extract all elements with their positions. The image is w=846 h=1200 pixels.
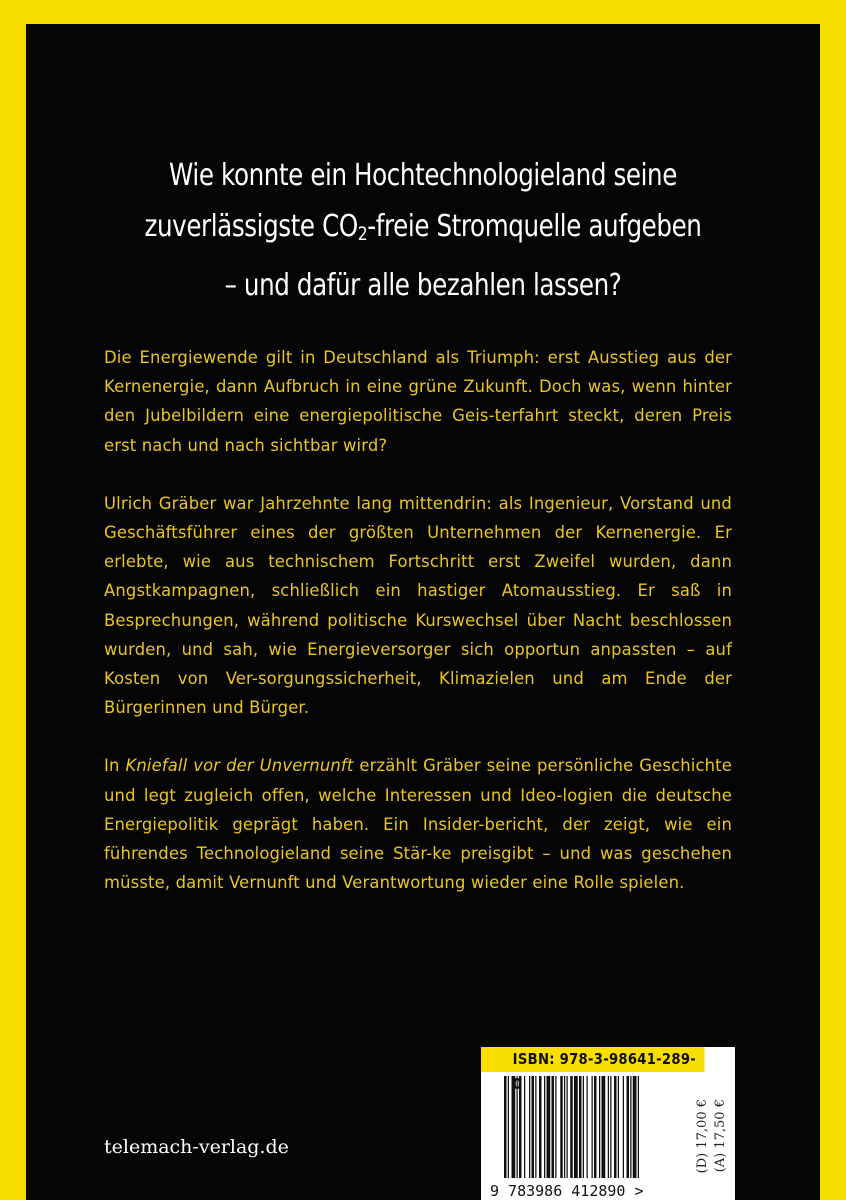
barcode-bar [555, 1076, 556, 1178]
price-germany-text: (D) 17,00 € [694, 1098, 710, 1174]
barcode-bar [519, 1076, 522, 1178]
barcode-bar [544, 1076, 545, 1178]
co2-subscript: 2 [357, 223, 368, 245]
barcode-bar [539, 1076, 542, 1178]
barcode-bar [599, 1076, 600, 1178]
blurb-paragraph-3 [104, 751, 732, 897]
barcode-bar [638, 1076, 639, 1178]
barcode-bar [512, 1076, 516, 1178]
publisher-website: telemach-verlag.de [104, 1136, 289, 1158]
barcode-bar [560, 1076, 563, 1178]
price-austria-text: (A) 17,50 € [712, 1099, 728, 1173]
barcode-bar [583, 1076, 584, 1178]
headline-line-2 [97, 201, 748, 260]
barcode-bar [552, 1076, 555, 1178]
barcode-bar [618, 1076, 619, 1178]
isbn-label: ISBN: 978-3-98641-289-0 [481, 1047, 705, 1072]
blurb [104, 343, 732, 926]
price-austria [710, 1072, 730, 1200]
barcode [488, 1072, 688, 1200]
barcode-bar [532, 1076, 535, 1178]
barcode-bar [508, 1076, 509, 1178]
headline-line-3: – und dafür alle bezahlen lassen? [224, 268, 622, 303]
price-germany [692, 1072, 712, 1200]
barcode-bar [567, 1076, 568, 1178]
barcode-bar [614, 1076, 617, 1178]
barcode-bar [630, 1076, 631, 1178]
blurb-paragraph-2: Ulrich Gräber war Jahrzehnte lang mittendrin: als Ingenieur, Vorstand und Geschäftsführer eines der größten Unternehmen der Kernenergie. Er erlebte, wie aus technischem Fortschritt erst Zweifel wurden, dann Angstkampagnen, schließlich ein hastiger Atomausstieg. Er saß in Besprechungen, während politische Kurswechsel über Nacht beschlossen wurden, und sah, wie Energieversorger sich opportun anpassten – auf Kosten von Ver-sorgungssicherheit, Klimazielen und am Ende der Bürgerinnen und Bürger. [104, 493, 732, 718]
barcode-bar [608, 1076, 609, 1178]
barcode-bar [570, 1076, 573, 1178]
barcode-bar [564, 1076, 565, 1178]
barcode-bar [623, 1076, 624, 1178]
barcode-bar [535, 1076, 536, 1178]
barcode-bar [633, 1076, 637, 1178]
headline-line-2-post: -freie Stromquelle aufgeben [367, 209, 702, 244]
blurb-p3-post: erzählt Gräber seine persönliche Geschichte und legt zugleich offen, welche Interessen und Ideo-logien die deutsche Energiepolitik geprägt haben. Ein Insider-bericht, der zeigt, wie ein führendes Technologieland seine Stär-ke preisgibt – und was geschehen müsste, damit Vernunft und Verantwortung wieder eine Rolle spielen. [104, 756, 732, 893]
barcode-bar [504, 1076, 507, 1178]
barcode-bar [547, 1076, 551, 1178]
barcode-bar [610, 1076, 611, 1178]
headline-line-1: Wie konnte ein Hochtechnologieland seine [169, 158, 677, 193]
barcode-bar [517, 1076, 518, 1178]
book-title: Kniefall vor der Unvernunft [125, 756, 354, 776]
barcode-bar [602, 1076, 606, 1178]
headline [97, 150, 748, 311]
headline-line-2-pre: zuverlässigste CO [144, 209, 358, 244]
barcode-bar [592, 1076, 593, 1178]
blurb-paragraph-1: Die Energiewende gilt in Deutschland als Triumph: erst Ausstieg aus der Kernenergie, dann Aufbruch in eine grüne Zukunft. Doch was, wenn hinter den Jubelbildern eine energiepolitische Geis-terfahrt steckt, deren Preis erst nach und nach sichtbar wird? [104, 348, 732, 455]
barcode-bar [627, 1076, 630, 1178]
barcode-bar [529, 1076, 530, 1178]
barcode-bar [524, 1076, 525, 1178]
blurb-p3-pre: In [104, 756, 126, 776]
barcode-digits: 9 783986 412890 > [490, 1182, 644, 1200]
barcode-bar [574, 1076, 578, 1178]
barcode-bar [587, 1076, 588, 1178]
barcode-bar [594, 1076, 597, 1178]
barcode-bar [579, 1076, 582, 1178]
